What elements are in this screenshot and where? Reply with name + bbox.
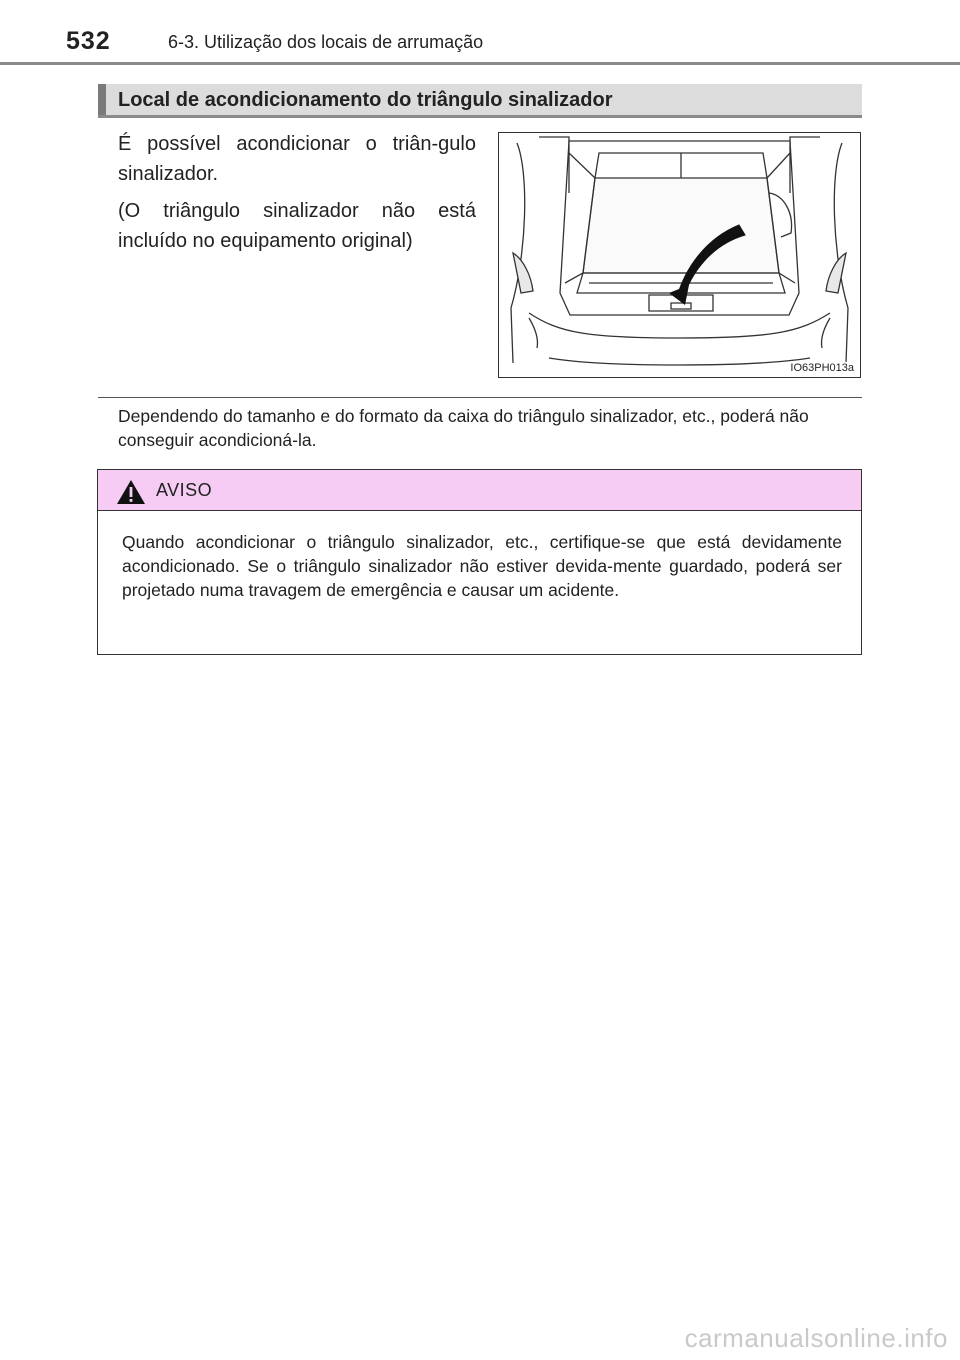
warning-box — [97, 469, 862, 655]
note-rule — [98, 397, 862, 398]
car-trunk-illustration — [499, 133, 860, 377]
figure-code: IO63PH013a — [790, 362, 854, 374]
trunk-figure — [498, 132, 861, 378]
body-paragraph-1: É possível acondicionar o triân-gulo sinalizador. — [118, 133, 476, 185]
header-rule — [0, 62, 960, 65]
section-heading — [98, 84, 862, 118]
watermark: carmanualsonline.info — [684, 1323, 948, 1353]
section-heading-bar — [98, 84, 106, 115]
warning-triangle-icon — [116, 479, 146, 505]
warning-header — [98, 470, 861, 511]
page-number: 532 — [66, 27, 111, 55]
chapter-title: 6-3. Utilização dos locais de arrumação — [168, 32, 484, 52]
section-heading-text: Local de acondicionamento do triângulo sinalizador — [118, 89, 613, 111]
body-paragraph-2: (O triângulo sinalizador não está incluído no equipamento original) — [118, 200, 476, 252]
warning-text: Quando acondicionar o triângulo sinalizador, etc., certifique-se que está devidamente acondicionado. Se o triângulo sinalizador não estiver devida-mente guardado, poderá ser projetado numa travagem de emergência e causar um acidente. — [122, 532, 842, 600]
note-text: Dependendo do tamanho e do formato da caixa do triângulo sinalizador, etc., poderá não conseguir acondicioná-la. — [118, 406, 809, 450]
warning-label: AVISO — [156, 480, 213, 500]
page-header — [0, 0, 960, 70]
